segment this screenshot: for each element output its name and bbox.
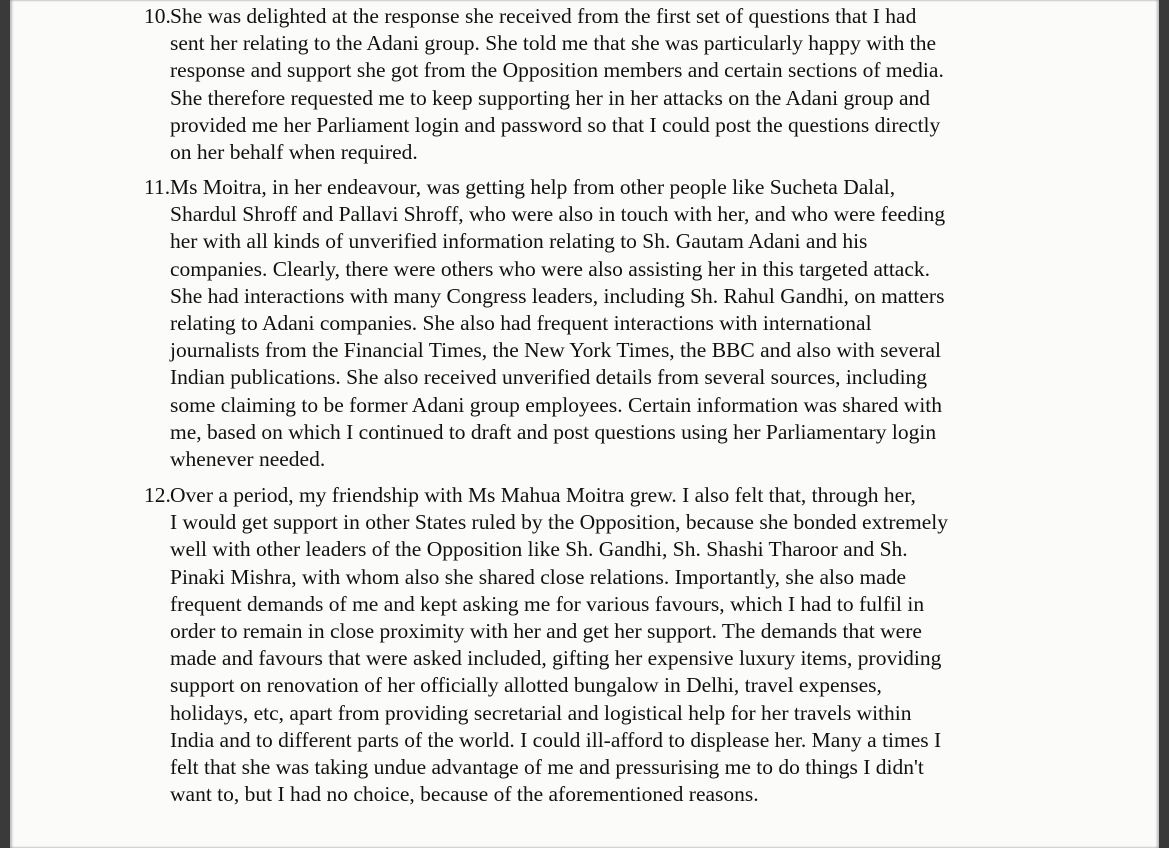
paragraph-line: her with all kinds of unverified information relating to Sh. Gautam Adani and his: [170, 229, 868, 254]
paragraph-line: frequent demands of me and kept asking me for various favours, which I had to fulfil in: [170, 591, 925, 616]
paragraph-10: [144, 3, 1024, 166]
document-page: [10, 0, 1159, 848]
paragraph-11: [144, 174, 1024, 473]
paragraph-line: provided me her Parliament login and password so that I could post the questions directly: [170, 112, 941, 137]
paragraph-number: 12.: [144, 483, 171, 507]
paragraph-number: 10.: [144, 4, 171, 28]
paragraph-line: felt that she was taking undue advantage of me and pressurising me to do things I didn't: [170, 755, 924, 780]
paragraph-line: whenever needed.: [170, 447, 326, 472]
paragraph-line: Ms Moitra, in her endeavour, was getting help from other people like Sucheta Dalal,: [170, 175, 896, 199]
paragraph-line: some claiming to be former Adani group employees. Certain information was shared with: [170, 392, 943, 417]
paragraph-line: on her behalf when required.: [170, 140, 418, 165]
paragraph-line: response and support she got from the Opposition members and certain sections of media.: [170, 58, 944, 83]
paragraph-line: relating to Adani companies. She also had frequent interactions with international: [170, 311, 872, 336]
paragraph-line: order to remain in close proximity with her and get her support. The demands that were: [170, 619, 922, 644]
paragraph-line: She therefore requested me to keep supporting her in her attacks on the Adani group and: [170, 85, 931, 110]
paragraph-line: sent her relating to the Adani group. She told me that she was particularly happy with the: [170, 31, 937, 56]
paragraph-line: Pinaki Mishra, with whom also she shared close relations. Importantly, she also made: [170, 564, 907, 589]
paragraph-line: Over a period, my friendship with Ms Mahua Moitra grew. I also felt that, through her,: [170, 483, 916, 507]
paragraph-line: support on renovation of her officially allotted bungalow in Delhi, travel expenses,: [170, 673, 882, 698]
paragraph-12: [144, 482, 1024, 808]
paragraph-line: She had interactions with many Congress leaders, including Sh. Rahul Gandhi, on matters: [170, 283, 945, 308]
paragraph-first-line: [144, 482, 1024, 509]
paragraph-line: India and to different parts of the world. I could ill-afford to displease her. Many a times I: [170, 727, 942, 752]
paragraph-first-line: [144, 174, 1024, 201]
paragraph-line: Shardul Shroff and Pallavi Shroff, who were also in touch with her, and who were feeding: [170, 202, 946, 227]
paragraph-number: 11.: [144, 175, 171, 199]
paragraph-line: well with other leaders of the Opposition like Sh. Gandhi, Sh. Shashi Tharoor and Sh.: [170, 537, 908, 562]
paragraph-line: holidays, etc, apart from providing secretarial and logistical help for her travels within: [170, 700, 912, 725]
paragraph-line: journalists from the Financial Times, the New York Times, the BBC and also with several: [170, 338, 941, 363]
paragraph-first-line: [144, 3, 1024, 30]
paragraph-line: Indian publications. She also received unverified details from several sources, including: [170, 365, 928, 390]
paragraph-line: She was delighted at the response she received from the first set of questions that I had: [170, 4, 917, 28]
paragraph-line: I would get support in other States ruled by the Opposition, because she bonded extremely: [170, 510, 949, 535]
paragraph-line: want to, but I had no choice, because of the aforementioned reasons.: [170, 782, 759, 807]
paragraph-line: me, based on which I continued to draft and post questions using her Parliamentary login: [170, 419, 937, 444]
paragraph-line: made and favours that were asked included, gifting her expensive luxury items, providing: [170, 646, 942, 671]
paragraph-line: companies. Clearly, there were others who were also assisting her in this targeted attack.: [170, 256, 931, 281]
